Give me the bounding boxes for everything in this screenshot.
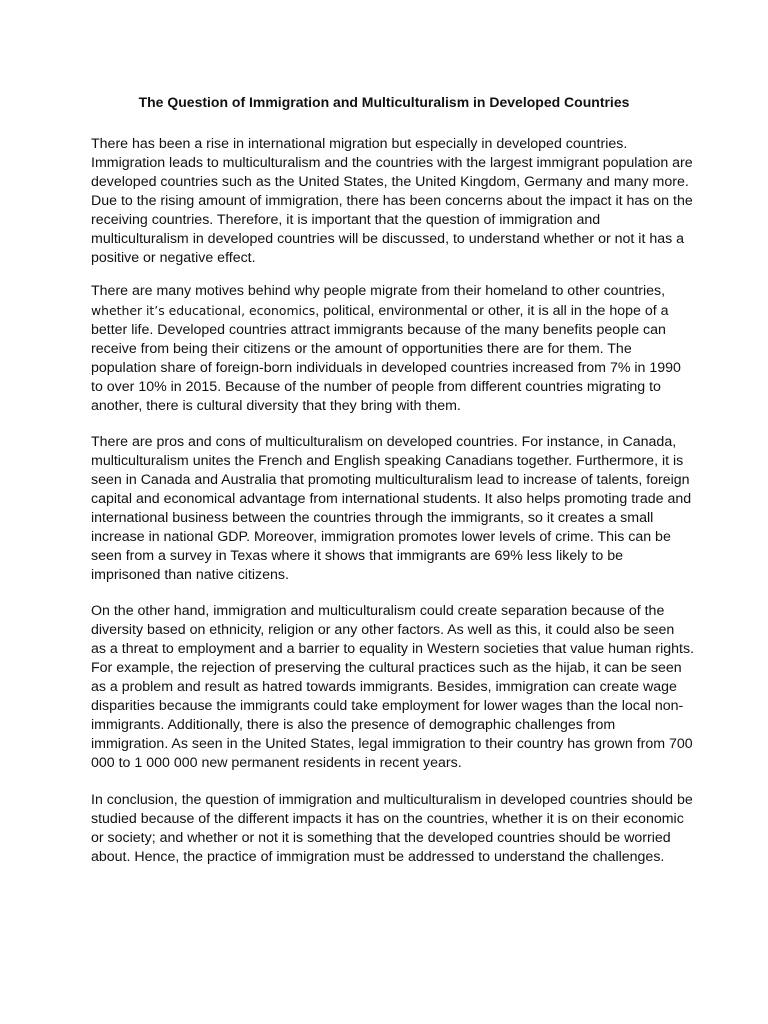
text-line: There has been a rise in international migration but especially in developed countries. <box>91 136 628 152</box>
paragraph-introduction <box>91 135 691 268</box>
text-line: Immigration leads to multiculturalism and the countries with the largest immigrant population are <box>91 155 693 171</box>
text-line: multiculturalism in developed countries will be discussed, to understand whether or not it has a <box>91 231 685 247</box>
text-line: Due to the rising amount of immigration, there has been concerns about the impact it has on the <box>91 193 693 209</box>
text-line: immigration. As seen in the United States, legal immigration to their country has grown from 700 <box>91 736 693 752</box>
text-line: disparities because the immigrants could take employment for lower wages than the local non- <box>91 698 684 714</box>
text-line: imprisoned than native citizens. <box>91 567 289 583</box>
text-line: immigrants. Additionally, there is also the presence of demographic challenges from <box>91 717 616 733</box>
text-line: In conclusion, the question of immigration and multiculturalism in developed countries should be <box>91 792 693 808</box>
paragraph-other-hand <box>91 602 695 773</box>
paragraph-pros-and-cons <box>91 433 691 585</box>
text-line: increase in national GDP. Moreover, immigration promotes lower levels of crime. This can be <box>91 529 671 545</box>
text-segment-alt-font: whether it’s educational, economics <box>91 303 316 318</box>
text-line: diversity based on ethnicity, religion or any other factors. As well as this, it could also be seen <box>91 622 675 638</box>
text-segment: , political, environmental or other, it is all in the hope of a <box>315 303 669 319</box>
text-line: as a problem and result as hatred towards immigrants. Besides, immigration can create wage <box>91 679 677 695</box>
paragraph-conclusion <box>91 791 691 867</box>
text-line: population share of foreign-born individuals in developed countries increased from 7% in 1990 <box>91 360 681 376</box>
text-line-mixed-font <box>91 301 691 321</box>
text-line: about. Hence, the practice of immigration must be addressed to understand the challenges. <box>91 849 665 865</box>
text-line: developed countries such as the United States, the United Kingdom, Germany and many more. <box>91 174 689 190</box>
text-line: capital and economical advantage from international students. It also helps promoting trade and <box>91 491 692 507</box>
text-line: seen in Canada and Australia that promoting multiculturalism lead to increase of talents, foreign <box>91 472 690 488</box>
text-line: multiculturalism unites the French and English speaking Canadians together. Furthermore, it is <box>91 453 684 469</box>
text-line: studied because of the different impacts it has on the countries, whether it is on their economic <box>91 811 684 827</box>
text-line: receiving countries. Therefore, it is important that the question of immigration and <box>91 212 601 228</box>
text-line: On the other hand, immigration and multiculturalism could create separation because of the <box>91 603 665 619</box>
text-line: better life. Developed countries attract immigrants because of the many benefits people can <box>91 322 666 338</box>
text-line: There are many motives behind why people migrate from their homeland to other countries, <box>91 283 666 299</box>
text-line: 000 to 1 000 000 new permanent residents in recent years. <box>91 755 462 771</box>
text-line: or society; and whether or not it is something that the developed countries should be worried <box>91 830 671 846</box>
text-line: international business between the countries through the immigrants, so it creates a small <box>91 510 654 526</box>
text-line: to over 10% in 2015. Because of the number of people from different countries migrating to <box>91 379 661 395</box>
text-line: as a threat to employment and a barrier to equality in Western societies that value human rights. <box>91 641 695 657</box>
text-line: seen from a survey in Texas where it shows that immigrants are 69% less likely to be <box>91 548 623 564</box>
paragraph-motives <box>91 282 691 416</box>
text-line: another, there is cultural diversity that they bring with them. <box>91 398 461 414</box>
text-line: There are pros and cons of multiculturalism on developed countries. For instance, in Canada, <box>91 434 677 450</box>
text-line: receive from being their citizens or the amount of opportunities there are for them. The <box>91 341 632 357</box>
text-line: For example, the rejection of preserving the cultural practices such as the hijab, it can be seen <box>91 660 682 676</box>
document-title: The Question of Immigration and Multiculturalism in Developed Countries <box>138 94 630 110</box>
text-line: positive or negative effect. <box>91 250 256 266</box>
